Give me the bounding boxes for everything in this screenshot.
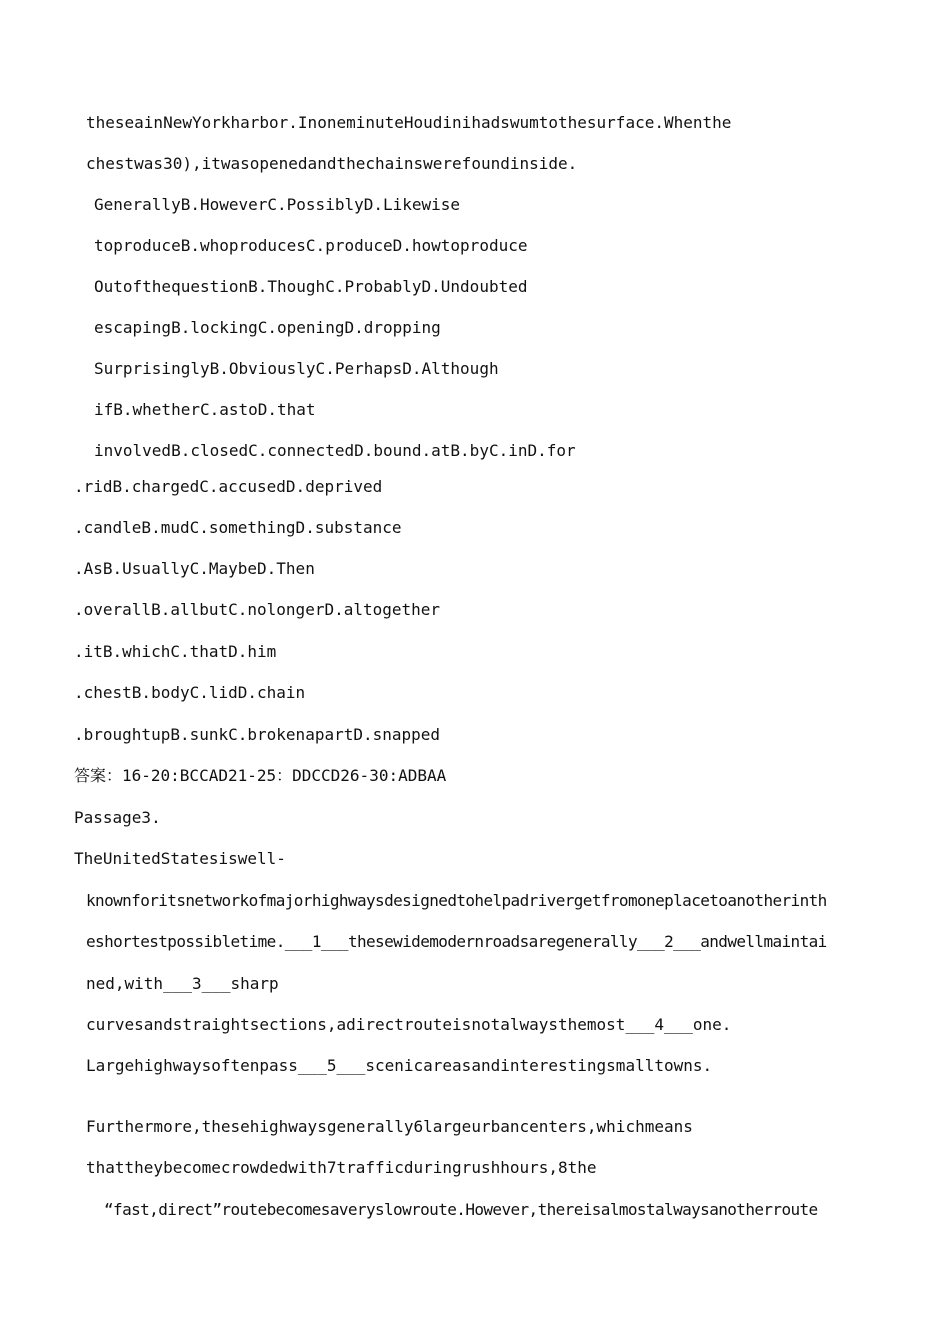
answer-key: 答案：16-20:BCCAD21-25：DDCCD26-30:ADBAA: [74, 766, 447, 785]
passage-line-6: Largehighwaysoftenpass___5___scenicareasandinterestingsmalltowns.: [86, 1056, 713, 1075]
option-line-17: toproduceB.whoproducesC.produceD.howtoproduce: [94, 236, 528, 255]
option-line-20: SurprisinglyB.ObviouslyC.PerhapsD.Although: [94, 359, 499, 378]
passage-line-8: thattheybecomecrowdedwith7trafficduringrushhours,8the: [86, 1158, 597, 1177]
option-line-27: .overallB.allbutC.nolongerD.altogether: [74, 600, 441, 619]
option-line-19: escapingB.lockingC.openingD.dropping: [94, 318, 441, 337]
option-line-16: GenerallyB.HoweverC.PossiblyD.Likewise: [94, 195, 461, 214]
passage-line-1: TheUnitedStatesiswell-: [74, 849, 286, 868]
passage-line-5: curvesandstraightsections,adirectrouteisnotalwaysthemost___4___one.: [86, 1015, 732, 1034]
option-line-30: .broughtupB.sunkC.brokenapartD.snapped: [74, 725, 441, 744]
passage-line-7: Furthermore,thesehighwaysgenerally6largeurbancenters,whichmeans: [86, 1117, 693, 1136]
option-line-26: .AsB.UsuallyC.MaybeD.Then: [74, 559, 315, 578]
option-line-28: .itB.whichC.thatD.him: [74, 642, 277, 661]
passage-line-3: eshortestpossibletime.___1___thesewidemodernroadsaregenerally___2___andwellmaintai: [86, 932, 827, 951]
option-line-25: .candleB.mudC.somethingD.substance: [74, 518, 402, 537]
passage-line-9: “fast,direct”routebecomesaveryslowroute.However,thereisalmostalwaysanotherroute: [104, 1200, 818, 1219]
text-line-1: theseainNewYorkharbor.InoneminuteHoudinihadswumtothesurface.Whenthe: [86, 113, 732, 132]
option-line-24: .ridB.chargedC.accusedD.deprived: [74, 477, 383, 496]
option-line-18: OutofthequestionB.ThoughC.ProbablyD.Undoubted: [94, 277, 528, 296]
option-line-21: ifB.whetherC.astoD.that: [94, 400, 316, 419]
passage-heading: Passage3.: [74, 808, 161, 827]
text-line-2: chestwas30),itwasopenedandthechainswerefoundinside.: [86, 154, 578, 173]
option-line-29: .chestB.bodyC.lidD.chain: [74, 683, 306, 702]
passage-line-2: knownforitsnetworkofmajorhighwaysdesignedtohelpadrivergetfromoneplacetoanotherinth: [86, 891, 827, 910]
passage-line-4: ned,with___3___sharp: [86, 974, 279, 993]
option-line-22-23: involvedB.closedC.connectedD.bound.atB.byC.inD.for: [94, 441, 576, 460]
